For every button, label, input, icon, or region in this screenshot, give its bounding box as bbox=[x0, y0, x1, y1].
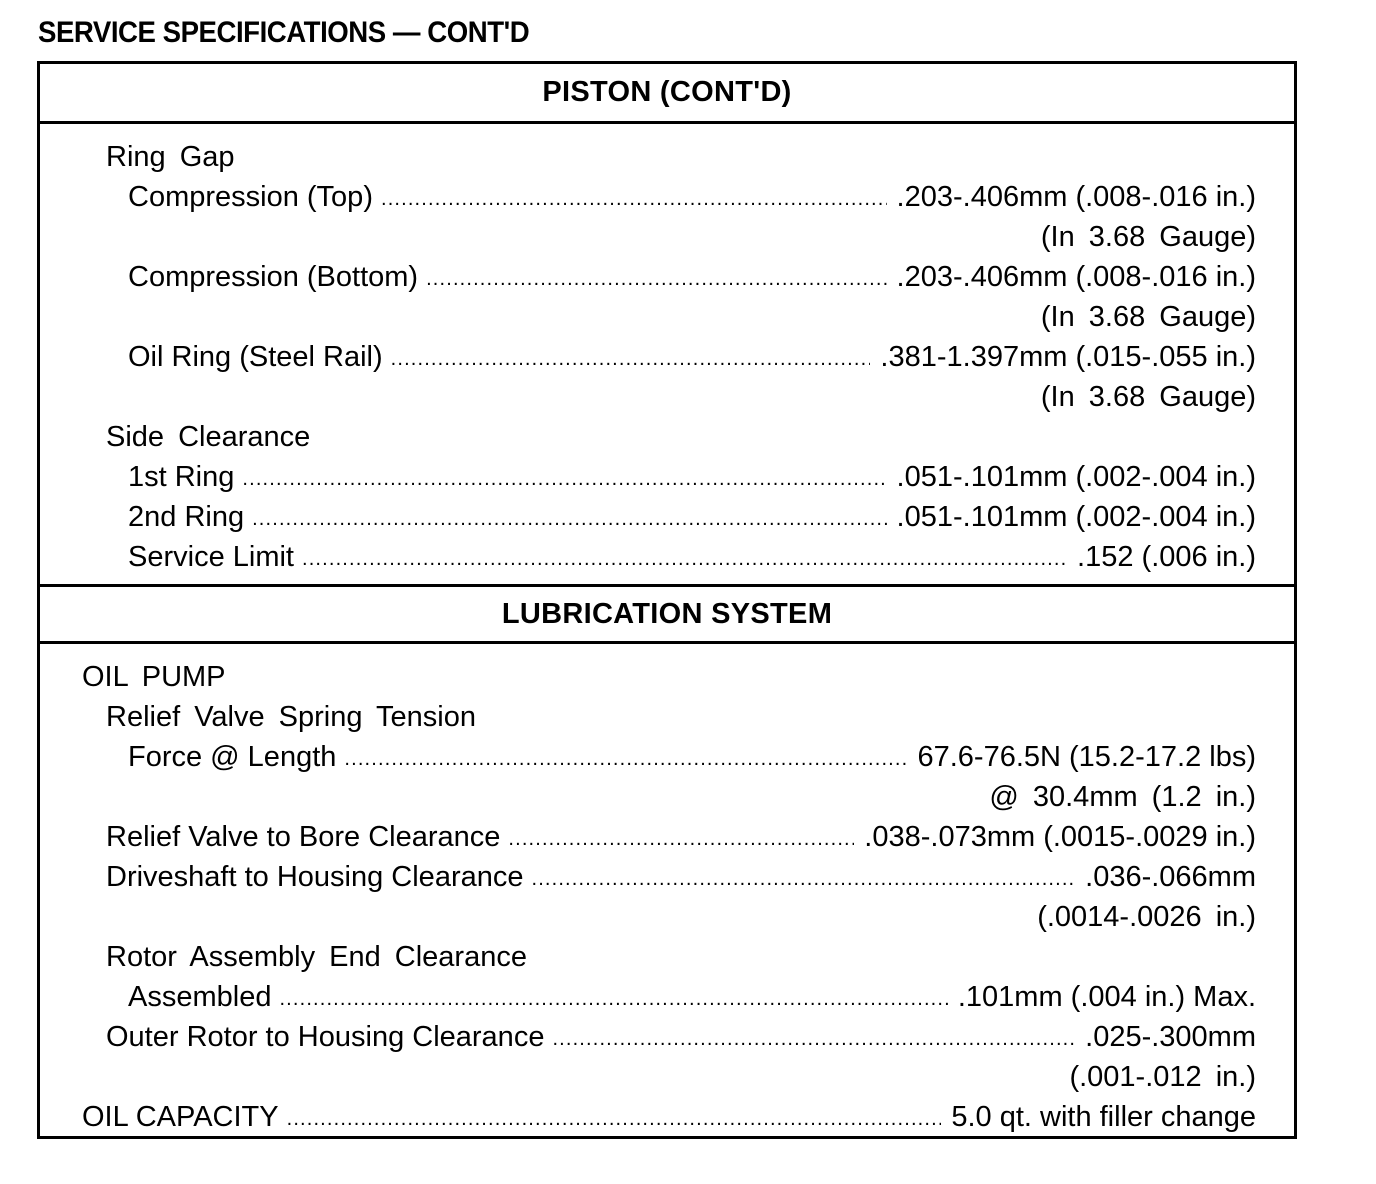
spec-value: .203-.406mm (.008-.016 in.) bbox=[896, 261, 1256, 293]
spec-note-compression-bottom: (In 3.68 Gauge) bbox=[1040, 301, 1256, 333]
spec-value: .038-.073mm (.0015-.0029 in.) bbox=[864, 821, 1256, 853]
dot-leader bbox=[391, 337, 871, 377]
spec-label: 2nd Ring bbox=[128, 501, 245, 533]
dot-leader bbox=[287, 1097, 942, 1137]
spec-label: Driveshaft to Housing Clearance bbox=[106, 861, 524, 893]
spec-label: Outer Rotor to Housing Clearance bbox=[106, 1021, 545, 1053]
spec-row-oil-ring bbox=[128, 337, 1256, 377]
spec-label: Force @ Length bbox=[128, 741, 337, 773]
spec-row-compression-bottom bbox=[128, 257, 1256, 297]
spec-label: Oil Ring (Steel Rail) bbox=[128, 341, 383, 373]
rotor-end-clearance-heading: Rotor Assembly End Clearance bbox=[106, 941, 527, 973]
spec-row-force-at-length bbox=[128, 737, 1256, 777]
section-header-lubrication: LUBRICATION SYSTEM bbox=[40, 584, 1294, 644]
page-title: SERVICE SPECIFICATIONS — CONT'D bbox=[38, 16, 530, 49]
dot-leader bbox=[302, 537, 1067, 577]
spec-label: Relief Valve to Bore Clearance bbox=[106, 821, 501, 853]
spec-label: 1st Ring bbox=[128, 461, 235, 493]
spec-row-compression-top bbox=[128, 177, 1256, 217]
dot-leader bbox=[279, 977, 947, 1017]
spec-label: OIL CAPACITY bbox=[82, 1101, 279, 1133]
spec-note-oil-ring: (In 3.68 Gauge) bbox=[1040, 381, 1256, 413]
spec-row-driveshaft-housing bbox=[106, 857, 1256, 897]
dot-leader bbox=[381, 177, 887, 217]
spec-note-force-at-length: @ 30.4mm (1.2 in.) bbox=[989, 781, 1256, 813]
dot-leader bbox=[531, 857, 1075, 897]
spec-row-assembled bbox=[128, 977, 1256, 1017]
spec-label: Compression (Bottom) bbox=[128, 261, 419, 293]
spec-value: .203-.406mm (.008-.016 in.) bbox=[896, 181, 1256, 213]
spec-label: Assembled bbox=[128, 981, 272, 1013]
oil-pump-heading: OIL PUMP bbox=[82, 661, 226, 693]
dot-leader bbox=[344, 737, 907, 777]
spec-row-relief-valve-bore bbox=[106, 817, 1256, 857]
spec-value: .381-1.397mm (.015-.055 in.) bbox=[880, 341, 1256, 373]
spec-note-outer-rotor-housing: (.001-.012 in.) bbox=[1069, 1061, 1256, 1093]
spec-value: .025-.300mm bbox=[1085, 1021, 1256, 1053]
dot-leader bbox=[552, 1017, 1075, 1057]
spec-value: .152 (.006 in.) bbox=[1077, 541, 1256, 573]
spec-row-first-ring bbox=[128, 457, 1256, 497]
dot-leader bbox=[508, 817, 854, 857]
ring-gap-heading: Ring Gap bbox=[106, 141, 235, 173]
spec-value: 5.0 qt. with filler change bbox=[951, 1101, 1256, 1133]
spec-value: .036-.066mm bbox=[1085, 861, 1256, 893]
dot-leader bbox=[252, 497, 886, 537]
spec-label: Service Limit bbox=[128, 541, 294, 573]
dot-leader bbox=[426, 257, 886, 297]
spec-label: Compression (Top) bbox=[128, 181, 373, 213]
spec-row-oil-capacity bbox=[82, 1097, 1256, 1137]
spec-table bbox=[37, 61, 1297, 1139]
relief-valve-spring-heading: Relief Valve Spring Tension bbox=[106, 701, 476, 733]
spec-note-driveshaft-housing: (.0014-.0026 in.) bbox=[1037, 901, 1256, 933]
section-header-piston: PISTON (CONT'D) bbox=[40, 64, 1294, 124]
spec-value: 67.6-76.5N (15.2-17.2 lbs) bbox=[917, 741, 1256, 773]
spec-row-outer-rotor-housing bbox=[106, 1017, 1256, 1057]
spec-value: .051-.101mm (.002-.004 in.) bbox=[896, 461, 1256, 493]
spec-note-compression-top: (In 3.68 Gauge) bbox=[1040, 221, 1256, 253]
spec-value: .101mm (.004 in.) Max. bbox=[957, 981, 1256, 1013]
dot-leader bbox=[242, 457, 886, 497]
spec-row-service-limit bbox=[128, 537, 1256, 577]
spec-value: .051-.101mm (.002-.004 in.) bbox=[896, 501, 1256, 533]
spec-row-second-ring bbox=[128, 497, 1256, 537]
side-clearance-heading: Side Clearance bbox=[106, 421, 311, 453]
